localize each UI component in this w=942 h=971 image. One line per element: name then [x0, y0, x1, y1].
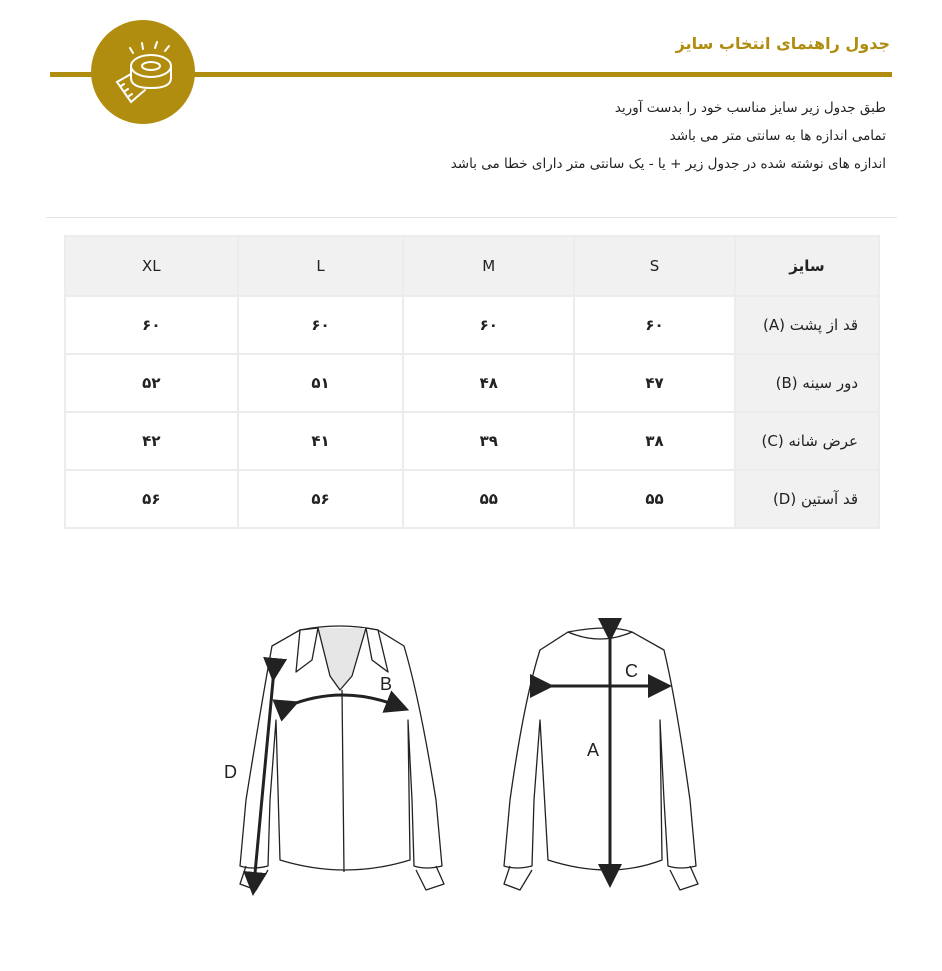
table-cell: ۶۰ — [238, 296, 404, 354]
table-cell: ۵۵ — [403, 470, 574, 528]
table-cell: ۶۰ — [65, 296, 238, 354]
row-label-chest: دور سینه (B) — [735, 354, 879, 412]
table-cell: ۵۲ — [65, 354, 238, 412]
table-row — [65, 470, 879, 528]
intro-line: طبق جدول زیر سایز مناسب خود را بدست آورید — [614, 100, 886, 116]
label-c: C — [625, 661, 638, 681]
table-cell: ۴۲ — [65, 412, 238, 470]
table-cell: ۶۰ — [574, 296, 735, 354]
table-row — [65, 354, 879, 412]
page-title: جدول راهنمای انتخاب سایز — [675, 34, 890, 53]
label-b: B — [380, 674, 393, 694]
section-divider — [46, 217, 897, 218]
shirt-back-drawing — [504, 628, 698, 890]
table-row — [65, 296, 879, 354]
row-label-back-length: قد از پشت (A) — [735, 296, 879, 354]
table-cell: ۵۶ — [238, 470, 404, 528]
size-table — [64, 235, 880, 529]
shirt-front-drawing — [240, 626, 444, 890]
table-cell: ۶۰ — [403, 296, 574, 354]
intro-text — [451, 94, 886, 178]
size-corner-cell: سایز — [735, 236, 879, 296]
table-cell: ۳۸ — [574, 412, 735, 470]
row-label-shoulder: عرض شانه (C) — [735, 412, 879, 470]
table-cell: ۵۱ — [238, 354, 404, 412]
table-cell: ۳۹ — [403, 412, 574, 470]
size-header-row — [65, 236, 879, 296]
intro-line: تمامی اندازه ها به سانتی متر می باشد — [669, 128, 886, 144]
size-col-s: S — [574, 236, 735, 296]
label-a: A — [587, 740, 600, 760]
table-cell: ۵۶ — [65, 470, 238, 528]
table-cell: ۴۸ — [403, 354, 574, 412]
table-cell: ۵۵ — [574, 470, 735, 528]
intro-line: اندازه های نوشته شده در جدول زیر + یا - یک سانتی متر دارای خطا می باشد — [450, 156, 886, 172]
measuring-tape-badge — [91, 20, 195, 124]
measuring-tape-icon — [91, 20, 195, 124]
size-col-l: L — [238, 236, 404, 296]
label-d: D — [224, 762, 237, 782]
table-row — [65, 412, 879, 470]
shirt-illustration — [200, 610, 720, 910]
table-cell: ۴۱ — [238, 412, 404, 470]
size-col-m: M — [403, 236, 574, 296]
size-col-xl: XL — [65, 236, 238, 296]
table-cell: ۴۷ — [574, 354, 735, 412]
row-label-sleeve: قد آستین (D) — [735, 470, 879, 528]
